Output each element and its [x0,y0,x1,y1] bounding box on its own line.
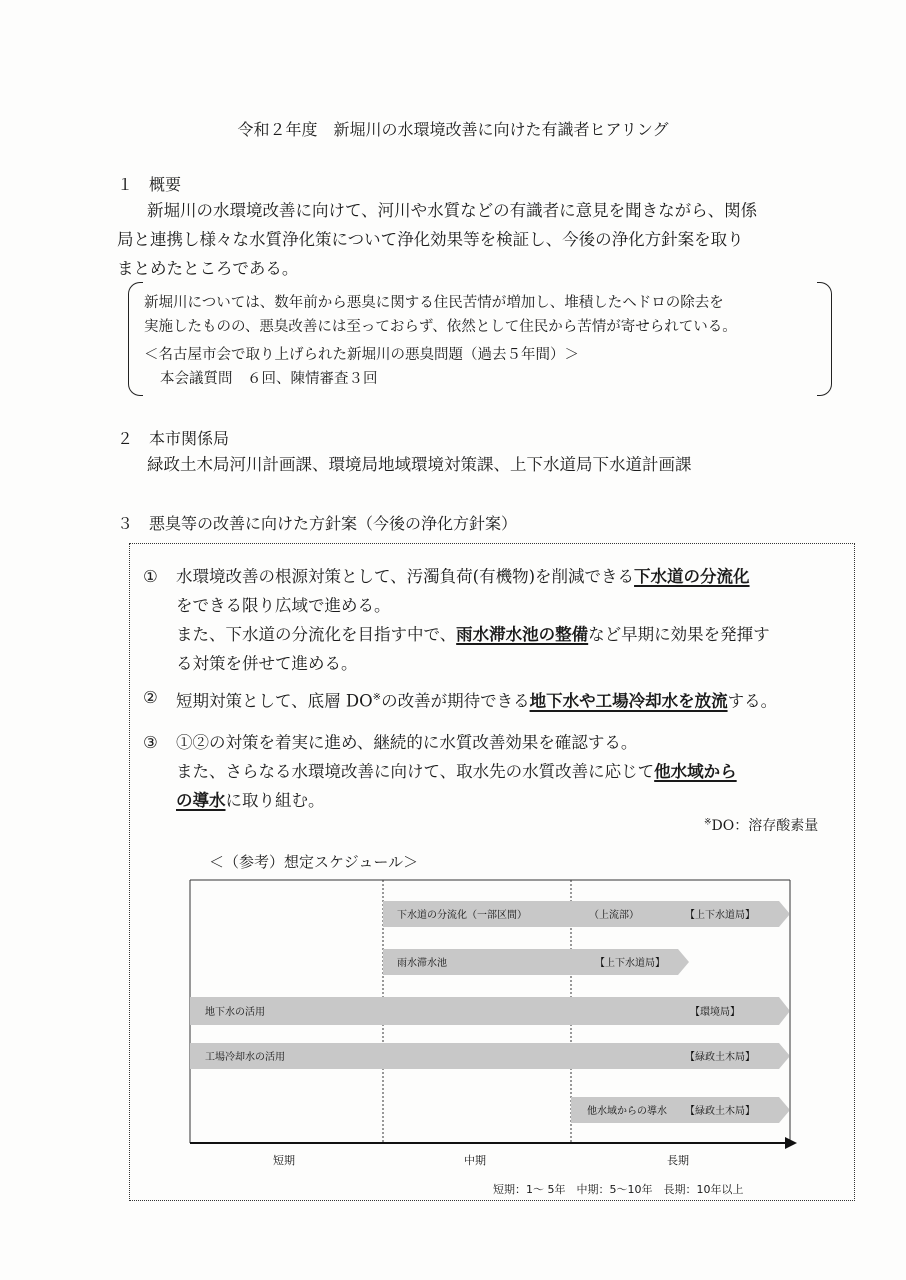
note-line-3: ＜名古屋市会で取り上げられた新堀川の悪臭問題（過去５年間）＞ [144,347,579,363]
section1-line-3: まとめたところである。 [117,259,299,278]
item1-rain-pond: 雨水滞水池の整備 [456,625,589,644]
item3-text-3b: に取り組む。 [225,791,325,810]
item1-text-a: 水環境改善の根源対策として、汚濁負荷(有機物)を削減できる [176,567,635,586]
section3-heading: ３ 悪臭等の改善に向けた方針案（今後の浄化方針案） [117,514,518,533]
bar1-label: 下水道の分流化（一部区間） [397,910,527,921]
bar4-agency: 【緑政土木局】 [685,1052,755,1063]
bar4-label: 工場冷却水の活用 [205,1052,285,1063]
item1-number: ① [143,567,158,586]
section1-line-2: 局と連携し様々な水質浄化策について浄化効果等を検証し、今後の浄化方針案を取り [117,230,744,249]
bar3-agency: 【環境局】 [690,1007,740,1018]
bar1-agency: 【上下水道局】 [685,910,755,921]
policy-item-3 [143,728,843,815]
item3-number: ③ [143,733,158,752]
schedule-legend: 短期：1～ 5年 中期：5～10年 長期：10年以上 [493,1183,744,1196]
policy-item-1 [143,562,843,678]
item3-other-water-b: の導水 [176,791,226,810]
axis-long: 長期 [667,1154,689,1167]
footnote-text: DO：溶存酸素量 [711,818,819,834]
bar3-label: 地下水の活用 [205,1007,265,1018]
item2-discharge: 地下水や工場冷却水を放流 [529,691,728,711]
time-axis-arrowhead [785,1137,797,1149]
schedule-chart [185,875,805,1175]
section2-text: 緑政土木局河川計画課、環境局地域環境対策課、上下水道局下水道計画課 [147,455,692,474]
item1-text-4: る対策を併せて進める。 [176,654,358,673]
schedule-title: ＜（参考）想定スケジュール＞ [209,853,419,871]
note-box [128,282,832,396]
item1-text-3a: また、下水道の分流化を目指す中で、 [176,625,457,644]
item1-text-2: をできる限り広域で進める。 [176,596,391,615]
section2-heading: ２ 本市関係局 [117,429,230,448]
item2-text-a: 短期対策として、底層 DO [176,691,373,711]
item2-text-d: する。 [727,691,778,711]
note-line-2: 実施したものの、悪臭改善には至っておらず、依然として住民から苦情が寄せられている。 [144,319,737,335]
axis-short: 短期 [273,1154,295,1167]
footnote [704,815,818,835]
section1-body [117,196,857,283]
item2-text-b: の改善が期待できる [381,691,530,711]
item1-text-3c: など早期に効果を発揮す [588,625,770,644]
item1-sewer-separation: 下水道の分流化 [634,567,750,586]
bar5-label: 他水域からの導水 [587,1106,667,1117]
page-title: 令和２年度 新堀川の水環境改善に向けた有識者ヒアリング [237,120,669,139]
item3-text-1: ①②の対策を着実に進め、継続的に水質改善効果を確認する。 [176,733,638,752]
item3-text-2a: また、さらなる水環境改善に向けて、取水先の水質改善に応じて [176,762,655,781]
item3-other-water-a: 他水域から [654,762,737,781]
bar2-label: 雨水滞水池 [397,958,447,969]
section1-heading: １ 概要 [117,175,182,194]
section1-line-1: 新堀川の水環境改善に向けて、河川や水質などの有識者に意見を聞きながら、関係 [147,201,758,220]
note-line-4: 本会議質問 ６回、陳情審査３回 [160,371,378,387]
axis-mid: 中期 [464,1154,486,1167]
bar2-agency: 【上下水道局】 [595,958,665,969]
bar1-extra: （上流部） [589,910,639,921]
item2-number: ② [143,688,158,707]
policy-item-2 [143,683,843,716]
item2-footnote-mark: ※ [372,692,382,703]
footnote-mark: ※ [704,817,712,828]
note-line-1: 新堀川については、数年前から悪臭に関する住民苦情が増加し、堆積したヘドロの除去を [144,295,724,311]
bar5-agency: 【緑政土木局】 [685,1106,755,1117]
